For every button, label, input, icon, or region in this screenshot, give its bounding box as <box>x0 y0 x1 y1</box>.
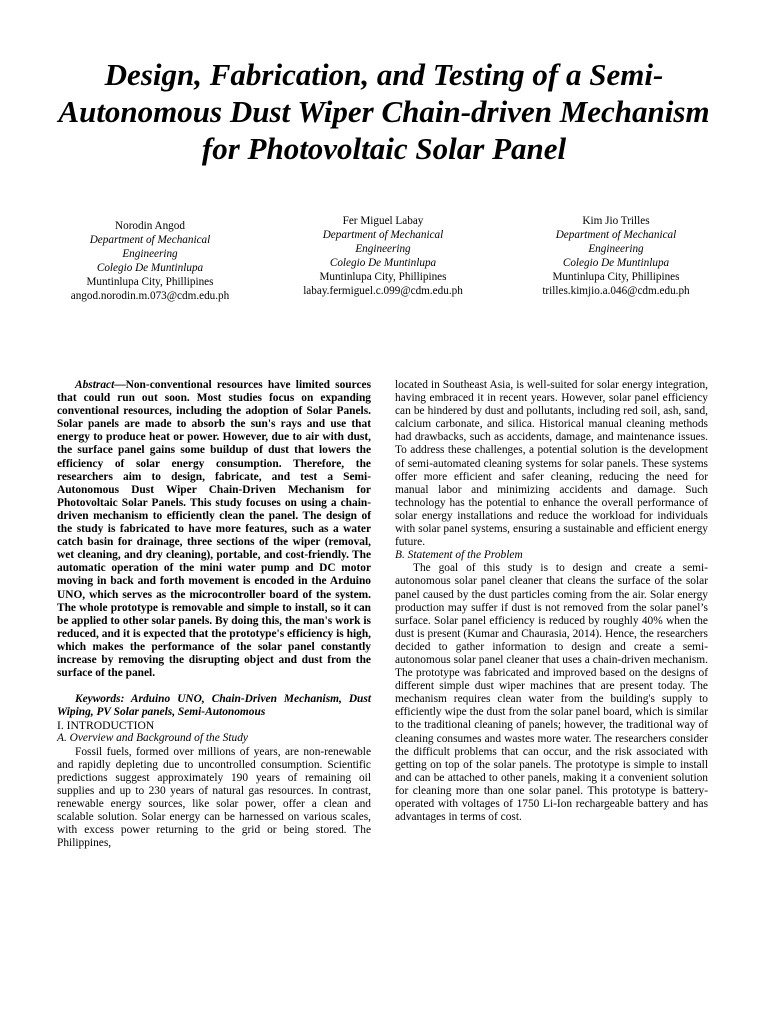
problem-paragraph: The goal of this study is to design and create a semi-autonomous solar panel cleaner that cleans the surface of the solar panel caused by the dust particles coming from the air. Solar energy production may suffer if dust is not removed from the solar panel’s surface. Solar panel efficiency is reduced by roughly 40% when the dust is present (Kumar and Chaurasia, 2014). Hence, the researchers decided to gather information to design and create a semi-autonomous solar panel cleaner that uses a chain-driven mechanism. The prototype was fabricated and improved based on the designs of different simple dust wiper machines that are present today. The mechanism requires clean water from the building's supply to efficiently wipe the dust from the solar panel board, which is similar to the traditional cleaning of panels; however, the traditional way of cleaning consumes and wastes more water. The researchers consider the difficult problems that can occur, and the risk associated with getting on top of the solar panels. The prototype is simple to install and can be attached to other panels, making it a convenient solution for cleaning more than one solar panel. This prototype is battery-operated with voltages of 1750 Li-Ion rechargeable battery and has advantages in terms of cost. <box>395 562 708 824</box>
author-name: Norodin Angod <box>115 220 185 232</box>
right-column <box>395 379 708 824</box>
author-name: Kim Jio Trilles <box>582 215 650 227</box>
author-department: Engineering <box>355 243 411 255</box>
keywords: Keywords: Arduino UNO, Chain-Driven Mechanism, Dust Wiping, PV Solar panels, Semi-Autonomous <box>57 693 371 719</box>
subsection-heading: B. Statement of the Problem <box>395 549 523 562</box>
author-block <box>50 219 250 303</box>
section-heading: I. INTRODUCTION <box>57 719 155 733</box>
intro-paragraph-continued: located in Southeast Asia, is well-suited for solar energy integration, having embraced it in recent years. However, solar panel efficiency can be hindered by dust and pollutants, including red soil, ash, sand, calcium carbonate, and silica. Historical manual cleaning methods had drawbacks, such as accidents, damage, and maintenance issues. To address these challenges, a potential solution is the development of semi-automated cleaning systems for solar panels. These systems offer more efficient and safer cleaning, reducing the need for manual labor and minimizing accidents and damage. Such technology has the potential to enhance the overall performance of solar energy installations and reduce the workload for individuals with solar panel systems, ensuring a sustainable and efficient energy future. <box>395 379 708 549</box>
author-department: Department of Mechanical <box>322 229 444 241</box>
author-name: Fer Miguel Labay <box>342 215 424 227</box>
author-school: Colegio De Muntinlupa <box>96 262 204 274</box>
author-email: labay.fermiguel.c.099@cdm.edu.ph <box>303 285 463 297</box>
author-email: angod.norodin.m.073@cdm.edu.ph <box>70 290 230 302</box>
abstract <box>57 379 371 680</box>
abstract-label: Abstract <box>75 379 115 391</box>
author-city: Muntinlupa City, Phillipines <box>319 271 447 283</box>
author-department: Department of Mechanical <box>555 229 677 241</box>
left-column <box>57 379 371 850</box>
intro-paragraph: Fossil fuels, formed over millions of years, are non-renewable and rapidly depleting due to uncontrolled consumption. Scientific predictions suggest approximately 190 years of remaining oil supplies and up to 230 years of natural gas resources. In contrast, renewable energy sources, like solar power, offer a clean and scalable solution. Solar energy can be harnessed on various scales, with excess power returning to the grid or being stored. The Philippines, <box>57 745 371 850</box>
paper-title: Design, Fabrication, and Testing of a Semi-Autonomous Dust Wiper Chain-driven Mechanism for Photovoltaic Solar Panel <box>58 57 710 166</box>
author-block <box>516 214 716 298</box>
author-school: Colegio De Muntinlupa <box>329 257 437 269</box>
author-city: Muntinlupa City, Phillipines <box>86 276 214 288</box>
author-block <box>283 214 483 298</box>
author-department: Department of Mechanical <box>89 234 211 246</box>
author-city: Muntinlupa City, Phillipines <box>552 271 680 283</box>
subsection-heading: A. Overview and Background of the Study <box>57 732 248 745</box>
author-department: Engineering <box>588 243 644 255</box>
author-email: trilles.kimjio.a.046@cdm.edu.ph <box>542 285 690 297</box>
author-school: Colegio De Muntinlupa <box>562 257 670 269</box>
abstract-text: —Non-conventional resources have limited sources that could run out soon. Most studies focus on expanding conventional resources, including the adoption of Solar Panels. Solar panels are made to absorb the sun's rays and use that energy to produce heat or power. However, due to air with dust, the surface panel gains some buildup of dust that lowers the efficiency of solar energy consumption. Therefore, the researchers aim to design, fabricate, and test a Semi-Autonomous Dust Wiper Chain-Driven Mechanism for Photovoltaic Solar Panels. This study focuses on using a chain-driven mechanism to efficiently clean the panel. The design of the study is fabricated to have more features, such as a water catch basin for drainage, three sections of the wiper (removal, wet cleaning, and dry cleaning), portable, and cost-friendly. The automatic operation of the mini water pump and DC motor moving in back and forth movement is encoded in the Arduino UNO, which serves as the microcontroller board of the system. The whole prototype is removable and simple to install, so it can be applied to other solar panels. By doing this, the man's work is reduced, and it is expected that the prototype's efficiency is high, which makes the performance of the solar panel constantly increase by removing the disrupting object and dust from the surface of the panel. <box>57 379 371 680</box>
author-department: Engineering <box>122 248 178 260</box>
